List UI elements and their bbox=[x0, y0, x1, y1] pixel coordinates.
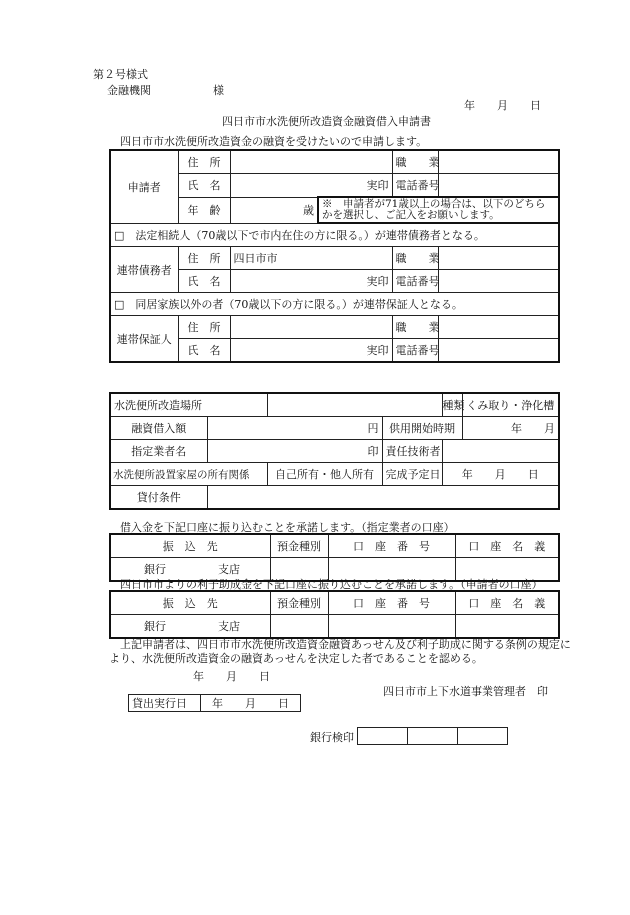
approval-signer: 四日市市上下水道事業管理者 印 bbox=[383, 685, 548, 698]
debtor-address-label: 住 所 bbox=[178, 247, 230, 270]
applicant-address-label: 住 所 bbox=[178, 150, 230, 174]
institution-label: 金融機関 bbox=[107, 84, 151, 97]
start-label: 供用開始時期 bbox=[382, 417, 462, 440]
bank1-statement: 借入金を下記口座に振り込むことを承諾します。（指定業者の口座） bbox=[120, 521, 455, 534]
bank2-holder-field[interactable] bbox=[455, 615, 559, 639]
bank2-type-label: 預金種別 bbox=[270, 591, 328, 615]
work-table bbox=[109, 392, 560, 510]
work-place-label: 水洗便所改造場所 bbox=[110, 393, 267, 417]
form-title: 四日市市水洗便所改造資金融資借入申請書 bbox=[222, 115, 431, 128]
contractor-seal: 印 bbox=[367, 445, 379, 458]
debtor-role: 連帯債務者 bbox=[110, 247, 178, 293]
guarantor-phone-field[interactable] bbox=[438, 339, 559, 363]
debtor-phone-field[interactable] bbox=[438, 270, 559, 293]
work-place-field[interactable] bbox=[267, 393, 442, 417]
exec-date-field[interactable]: 年 月 日 bbox=[201, 695, 301, 712]
guarantor-occupation-label: 職 業 bbox=[392, 316, 438, 339]
guarantor-address-field[interactable] bbox=[230, 316, 392, 339]
bank1-table bbox=[109, 533, 560, 582]
application-date: 年 月 日 bbox=[464, 99, 541, 112]
bank2-number-field[interactable] bbox=[328, 615, 455, 639]
exec-date-label: 貸出実行日 bbox=[129, 695, 201, 712]
debtor-occupation-field[interactable] bbox=[438, 247, 559, 270]
debtor-address-field[interactable]: 四日市市 bbox=[230, 247, 392, 270]
bank2-statement: 四日市市よりの利子助成金を下記口座に振り込むことを承諾します。（申請者の口座） bbox=[120, 578, 543, 591]
applicant-name-label: 氏 名 bbox=[178, 174, 230, 198]
applicant-name-field[interactable] bbox=[230, 174, 392, 198]
bank2-dest-label: 振 込 先 bbox=[110, 591, 270, 615]
guarantor-seal-label: 実印 bbox=[366, 344, 389, 357]
bank1-dest-label: 振 込 先 bbox=[110, 534, 270, 558]
bank1-type-label: 預金種別 bbox=[270, 534, 328, 558]
applicant-occupation-label: 職 業 bbox=[392, 150, 438, 174]
bank2-bank-label: 銀行 bbox=[144, 620, 166, 633]
sama-label: 様 bbox=[213, 84, 224, 97]
applicant-address-field[interactable] bbox=[230, 150, 392, 174]
form-number: 第２号様式 bbox=[93, 68, 148, 81]
applicant-table bbox=[109, 149, 560, 363]
debtor-name-label: 氏 名 bbox=[178, 270, 230, 293]
bank2-table bbox=[109, 590, 560, 639]
debtor-seal-label: 実印 bbox=[366, 275, 389, 288]
completion-label: 完成予定日 bbox=[382, 463, 442, 486]
bank2-number-label: 口 座 番 号 bbox=[328, 591, 455, 615]
start-date-field[interactable]: 年 月 bbox=[462, 417, 559, 440]
bank-seal-box-2[interactable] bbox=[408, 728, 458, 745]
bank2-branch-label: 支店 bbox=[218, 620, 240, 633]
guarantor-phone-label: 電話番号 bbox=[392, 339, 438, 363]
conditions-field[interactable] bbox=[207, 486, 559, 510]
approval-date: 年 月 日 bbox=[193, 670, 270, 683]
applicant-age-label: 年 齢 bbox=[178, 197, 230, 223]
amount-field[interactable] bbox=[207, 417, 382, 440]
applicant-phone-label: 電話番号 bbox=[392, 174, 438, 198]
conditions-label: 貸付条件 bbox=[110, 486, 207, 510]
bank2-dest-field[interactable] bbox=[110, 615, 270, 639]
applicant-phone-field[interactable] bbox=[438, 174, 559, 198]
ownership-label: 水洗便所設置家屋の所有関係 bbox=[110, 463, 267, 486]
guarantor-name-field[interactable] bbox=[230, 339, 392, 363]
bank2-holder-label: 口 座 名 義 bbox=[455, 591, 559, 615]
applicant-role: 申請者 bbox=[110, 150, 178, 223]
guarantor-role: 連帯保証人 bbox=[110, 316, 178, 363]
option-guarantor[interactable]: □ 同居家族以外の者（70歳以下の方に限る。）が連帯保証人となる。 bbox=[110, 293, 559, 316]
approval-text: 上記申請者は、四日市市水洗便所改造資金融資あっせん及び利子助成に関する条例の規定により、水洗便所改造資金の融資あっせんを決定した者であることを認める。 bbox=[109, 638, 571, 665]
guarantor-name-label: 氏 名 bbox=[178, 339, 230, 363]
bank2-type-field[interactable] bbox=[270, 615, 328, 639]
bank1-bank-label: 銀行 bbox=[144, 563, 166, 576]
age-unit: 歳 bbox=[303, 204, 314, 217]
applicant-age-field[interactable] bbox=[230, 197, 318, 223]
age-note: ※ 申請者が71歳以上の場合は、以下のどちらかを選択し、ご記入をお願いします。 bbox=[318, 197, 559, 223]
intro-text: 四日市市水洗便所改造資金の融資を受けたいので申請します。 bbox=[120, 135, 428, 148]
applicant-seal-label: 実印 bbox=[366, 179, 389, 192]
debtor-occupation-label: 職 業 bbox=[392, 247, 438, 270]
exec-date-table bbox=[128, 694, 301, 712]
debtor-name-field[interactable] bbox=[230, 270, 392, 293]
engineer-field[interactable] bbox=[442, 440, 559, 463]
kind-value[interactable]: くみ取り・浄化槽 bbox=[462, 393, 559, 417]
guarantor-address-label: 住 所 bbox=[178, 316, 230, 339]
bank-seal-box-1[interactable] bbox=[358, 728, 408, 745]
option-legal-heir[interactable]: □ 法定相続人（70歳以下で市内在住の方に限る。）が連帯債務者となる。 bbox=[110, 223, 559, 247]
debtor-phone-label: 電話番号 bbox=[392, 270, 438, 293]
contractor-field[interactable] bbox=[207, 440, 382, 463]
bank-seal-box-3[interactable] bbox=[458, 728, 508, 745]
completion-date-field[interactable]: 年 月 日 bbox=[442, 463, 559, 486]
bank1-holder-label: 口 座 名 義 bbox=[455, 534, 559, 558]
amount-label: 融資借入額 bbox=[110, 417, 207, 440]
guarantor-occupation-field[interactable] bbox=[438, 316, 559, 339]
applicant-occupation-field[interactable] bbox=[438, 150, 559, 174]
bank-seal-label: 銀行検印 bbox=[310, 731, 354, 744]
engineer-label: 責任技術者 bbox=[382, 440, 442, 463]
yen-unit: 円 bbox=[367, 422, 379, 435]
kind-label: 種類 bbox=[442, 393, 462, 417]
bank1-branch-label: 支店 bbox=[218, 563, 240, 576]
contractor-label: 指定業者名 bbox=[110, 440, 207, 463]
ownership-value[interactable]: 自己所有・他人所有 bbox=[267, 463, 382, 486]
bank1-number-label: 口 座 番 号 bbox=[328, 534, 455, 558]
bank-seal-boxes bbox=[357, 727, 508, 745]
